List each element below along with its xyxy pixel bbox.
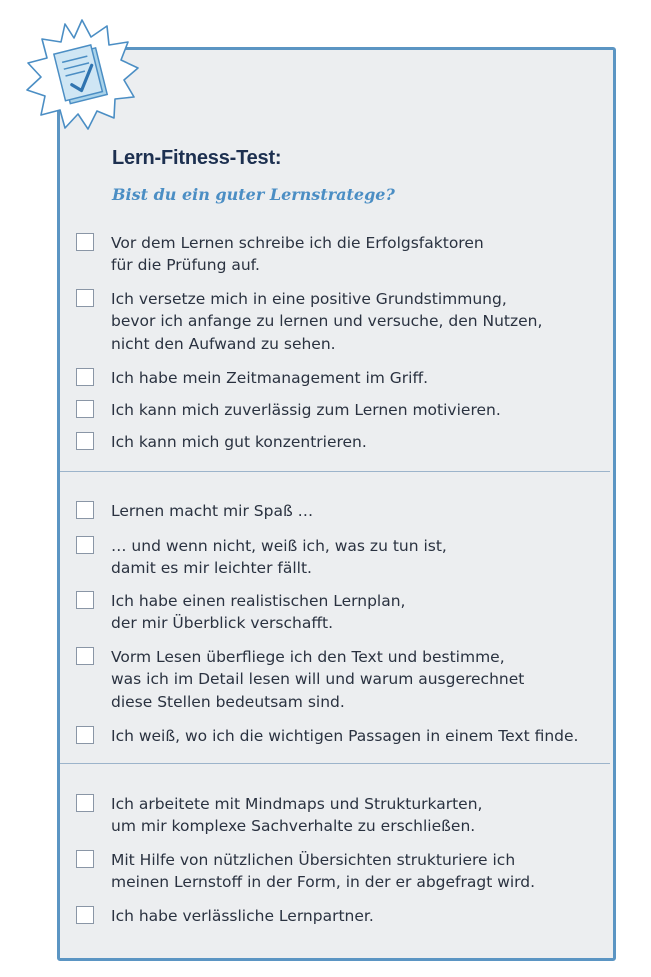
checkbox[interactable] <box>76 591 94 609</box>
checklist-item-text: Ich habe mein Zeitmanagement im Griff. <box>111 369 429 387</box>
checkbox[interactable] <box>76 850 94 868</box>
checkbox[interactable] <box>76 726 94 744</box>
checklist-subtitle: Bist du ein guter Lernstratege? <box>112 185 395 204</box>
checkbox[interactable] <box>76 400 94 418</box>
checklist-item-text: Mit Hilfe von nützlichen Übersichten strukturiere ich meinen Lernstoff in der Form, in der er abgefragt wird. <box>111 851 536 892</box>
checklist-item-text: Vorm Lesen überfliege ich den Text und bestimme, was ich im Detail lesen will und warum ausgerechnet diese Stellen bedeutsam sind. <box>111 648 525 711</box>
section-divider <box>60 763 610 764</box>
checklist-item-text: Ich versetze mich in eine positive Grundstimmung, bevor ich anfange zu lernen und versuche, den Nutzen, nicht den Aufwand zu sehen. <box>111 290 543 353</box>
section-divider <box>60 471 610 472</box>
checklist-item-text: Lernen macht mir Spaß … <box>111 502 314 520</box>
checkbox[interactable] <box>76 289 94 307</box>
checkbox[interactable] <box>76 536 94 554</box>
checkbox[interactable] <box>76 906 94 924</box>
checklist-item-text: Ich kann mich gut konzentrieren. <box>111 433 367 451</box>
checklist-item-text: Ich habe verlässliche Lernpartner. <box>111 907 374 925</box>
checklist-title: Lern-Fitness-Test: <box>112 147 282 169</box>
checklist-item-text: … und wenn nicht, weiß ich, was zu tun ist, damit es mir leichter fällt. <box>111 537 447 578</box>
checklist-item-text: Vor dem Lernen schreibe ich die Erfolgsfaktoren für die Prüfung auf. <box>111 234 484 275</box>
checkbox[interactable] <box>76 368 94 386</box>
checkbox[interactable] <box>76 501 94 519</box>
checklist-item-text: Ich habe einen realistischen Lernplan, der mir Überblick verschafft. <box>111 592 406 633</box>
checkbox[interactable] <box>76 647 94 665</box>
checklist-badge-icon <box>22 16 142 136</box>
checkbox[interactable] <box>76 794 94 812</box>
checklist-item-text: Ich kann mich zuverlässig zum Lernen motivieren. <box>111 401 501 419</box>
checklist-item-text: Ich weiß, wo ich die wichtigen Passagen in einem Text finde. <box>111 727 579 745</box>
checkbox[interactable] <box>76 233 94 251</box>
checkbox[interactable] <box>76 432 94 450</box>
checklist-item-text: Ich arbeitete mit Mindmaps und Strukturkarten, um mir komplexe Sachverhalte zu erschließen. <box>111 795 483 836</box>
